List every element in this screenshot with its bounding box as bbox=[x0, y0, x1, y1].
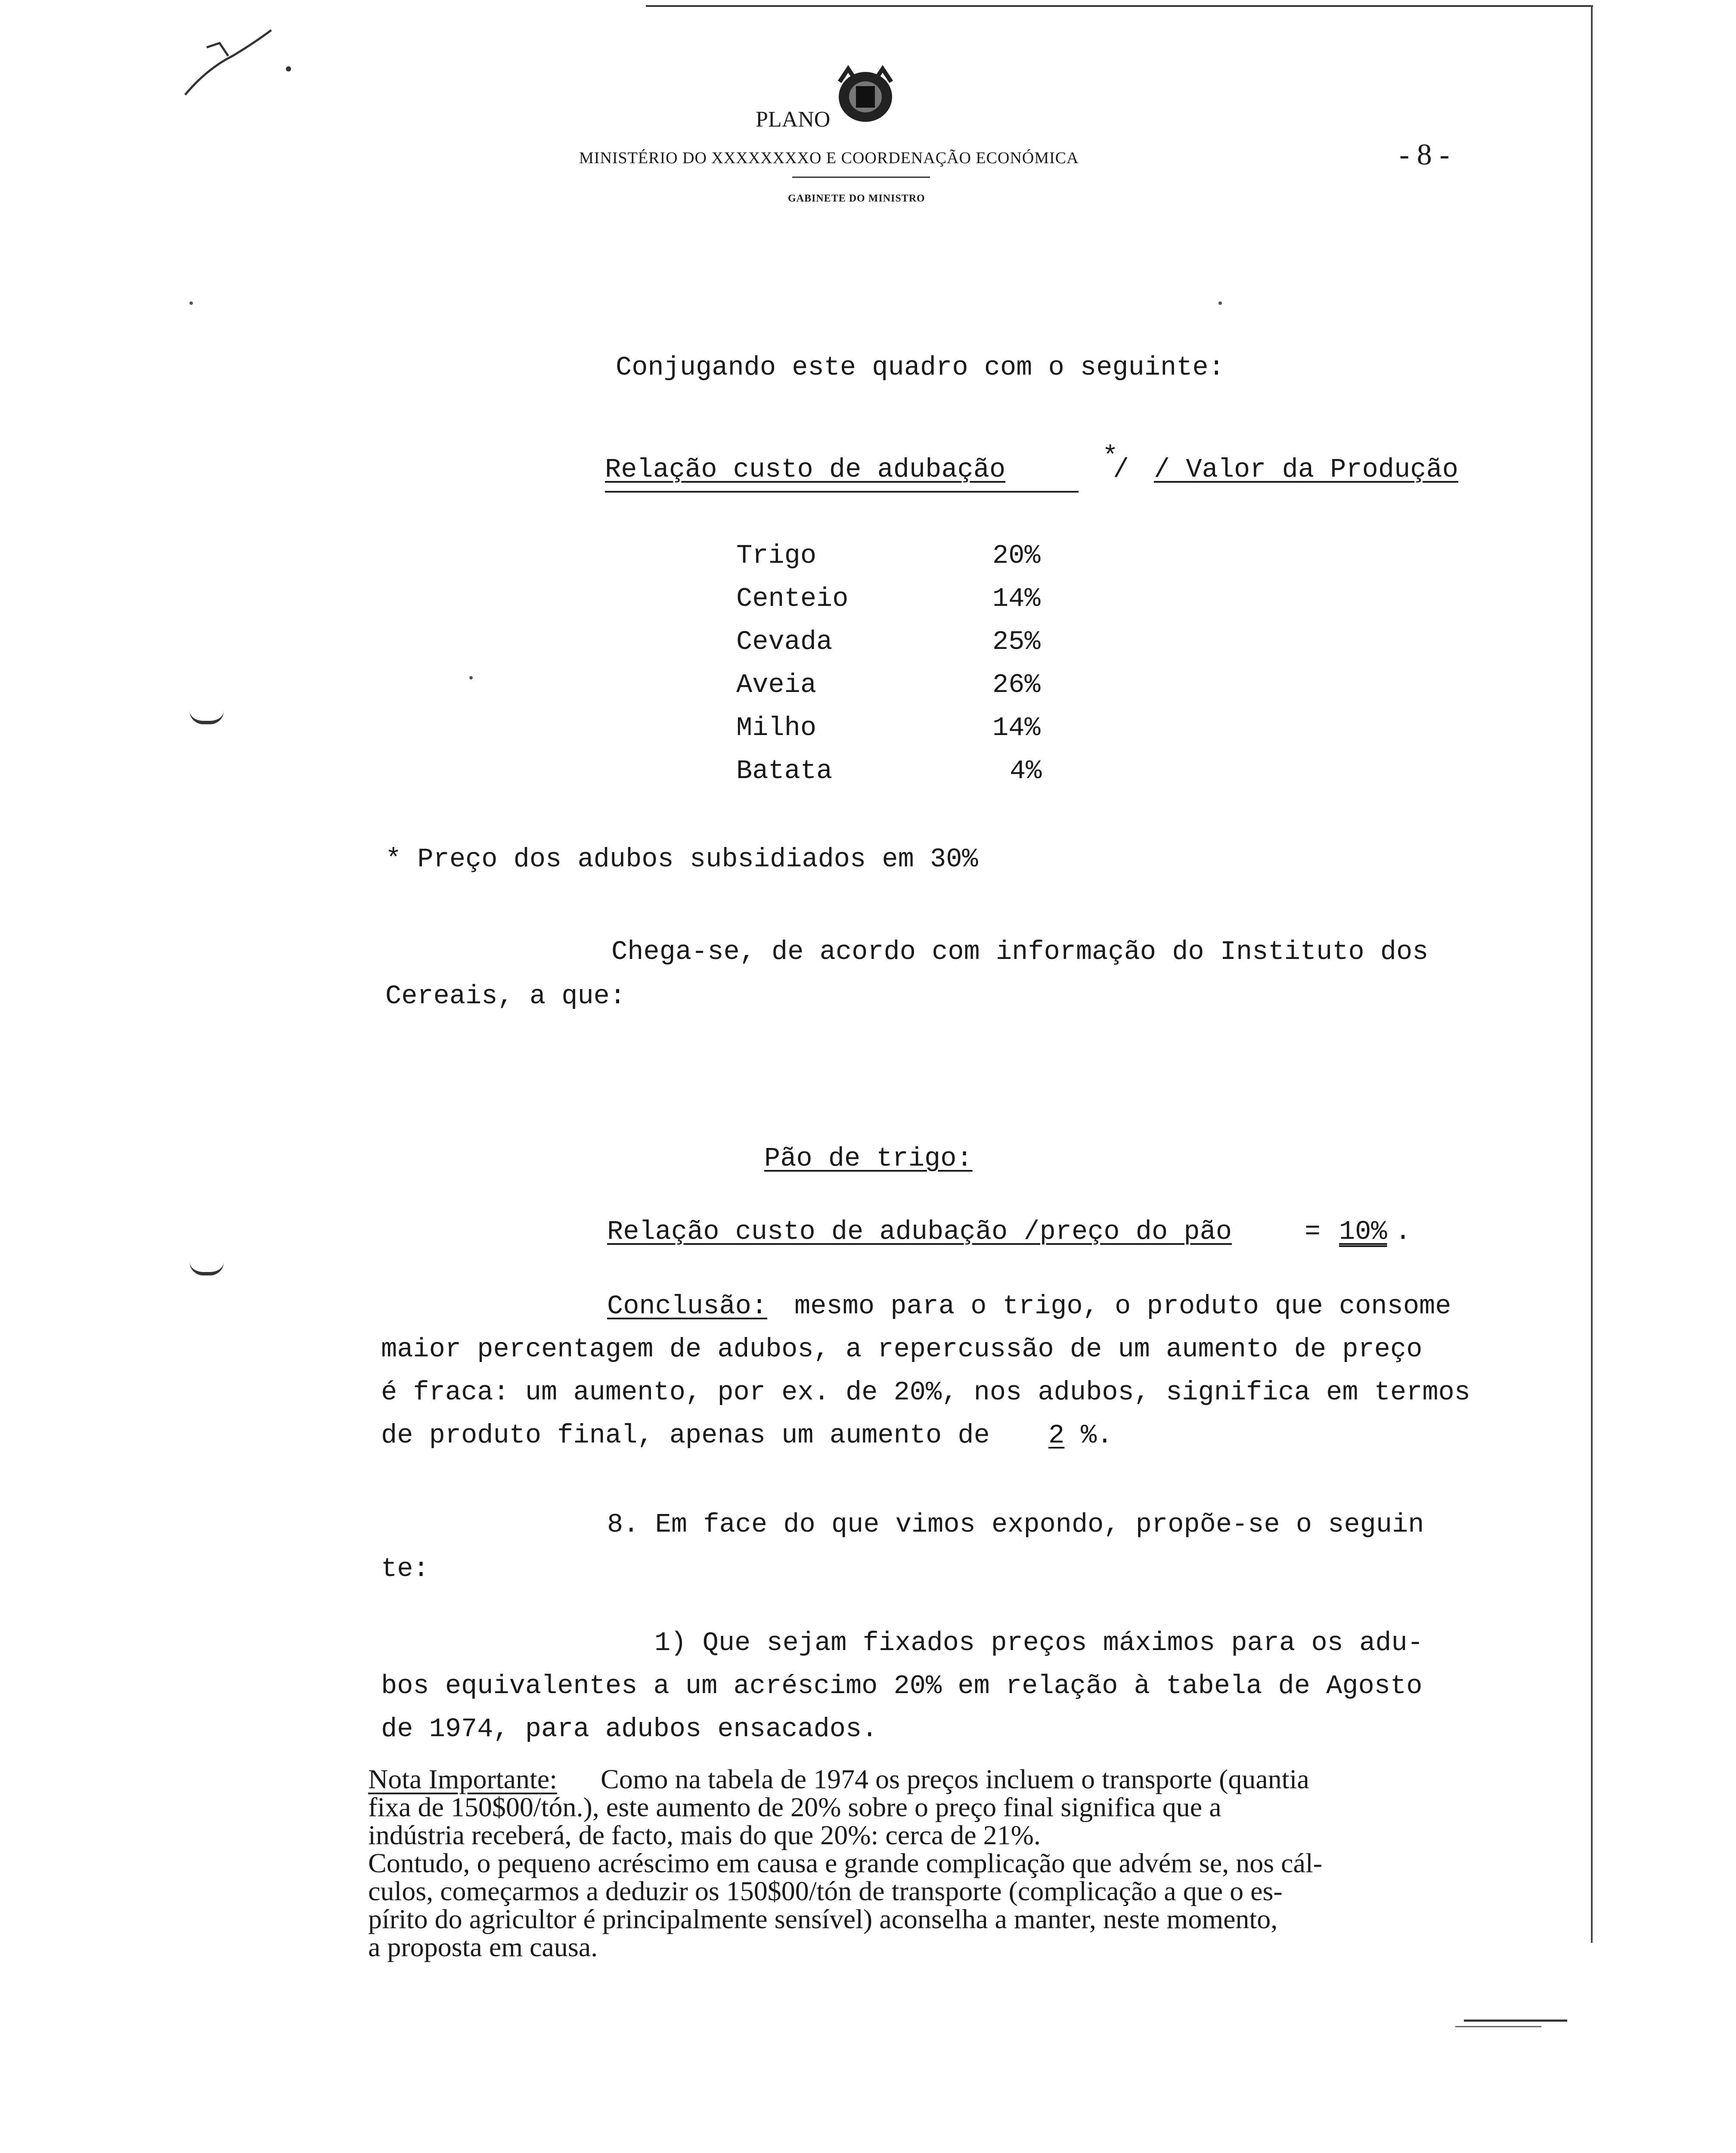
intro-paragraph: Conjugando este quadro com o seguinte: bbox=[616, 352, 1224, 383]
conclusion-line-end: %. bbox=[1081, 1420, 1113, 1451]
header-rule bbox=[792, 177, 930, 178]
table-row-crop: Trigo bbox=[736, 540, 817, 571]
page-border-right bbox=[1591, 5, 1593, 1943]
conclusion-label: Conclusão: bbox=[607, 1291, 768, 1322]
table-row-value: 26% bbox=[992, 670, 1041, 700]
table-row-crop: Batata bbox=[736, 756, 833, 786]
table-header-right-prefix: / bbox=[1113, 454, 1129, 485]
section-8-line: te: bbox=[381, 1554, 429, 1584]
cabinet-label: GABINETE DO MINISTRO bbox=[788, 193, 925, 204]
table-row-value: 4% bbox=[1010, 756, 1042, 786]
conclusion-line: é fraca: um aumento, por ex. de 20%, nos adubos, significa em termos bbox=[381, 1377, 1471, 1408]
pao-relation-eq: = bbox=[1305, 1216, 1321, 1247]
scan-mark bbox=[189, 710, 224, 724]
conclusion-line: maior percentagem de adubos, a repercussão de um aumento de preço bbox=[381, 1334, 1423, 1365]
section-8-line: 8. Em face do que vimos expondo, propõe-se o seguin bbox=[607, 1509, 1424, 1540]
pao-relation-end: . bbox=[1395, 1216, 1411, 1247]
note-line: culos, começarmos a deduzir os 150$00/tón de transporte (complicação a que o es- bbox=[368, 1876, 1283, 1906]
note-line: indústria receberá, de facto, mais do que 20%: cerca de 21%. bbox=[368, 1820, 1041, 1850]
note-label: Nota Importante: bbox=[368, 1764, 557, 1794]
plan-word: PLANO bbox=[756, 107, 831, 132]
pao-heading: Pão de trigo: bbox=[764, 1143, 973, 1174]
table-row-crop: Centeio bbox=[736, 583, 849, 614]
conclusion-value: 2 bbox=[1048, 1420, 1065, 1451]
corner-scribble-icon bbox=[181, 17, 310, 103]
scan-speck bbox=[1218, 301, 1222, 305]
conclusion-line: de produto final, apenas um aumento de bbox=[381, 1420, 990, 1451]
proposal-line: 1) Que sejam fixados preços máximos para os adu- bbox=[654, 1628, 1423, 1658]
table-header-underline bbox=[605, 491, 1079, 493]
scan-speck bbox=[469, 676, 473, 679]
table-header-left: Relação custo de adubação bbox=[605, 454, 1006, 485]
table-row-crop: Cevada bbox=[736, 627, 833, 657]
proposal-line: bos equivalentes a um acréscimo 20% em relação à tabela de Agosto bbox=[381, 1671, 1423, 1701]
trailing-rule bbox=[1464, 2020, 1567, 2022]
table-footnote: * Preço dos adubos subsidiados em 30% bbox=[385, 844, 978, 875]
table-row-crop: Aveia bbox=[736, 670, 817, 700]
ministry-line: MINISTÉRIO DO XXXXXXXXO E COORDENAÇÃO ECONÓMICA bbox=[579, 149, 1079, 167]
table-row-value: 20% bbox=[992, 540, 1041, 571]
page-border-top bbox=[646, 5, 1593, 7]
scan-speck bbox=[189, 301, 193, 305]
proposal-line: de 1974, para adubos ensacados. bbox=[381, 1714, 878, 1744]
trailing-rule bbox=[1455, 2026, 1541, 2027]
para-chega-line2: Cereais, a que: bbox=[385, 981, 626, 1011]
scan-mark bbox=[189, 1262, 224, 1275]
note-line: a proposta em causa. bbox=[368, 1932, 598, 1962]
table-header-right: / Valor da Produção bbox=[1154, 454, 1458, 485]
note-line: Contudo, o pequeno acréscimo em causa e grande complicação que advém se, nos cál- bbox=[368, 1848, 1323, 1878]
table-row-value: 14% bbox=[992, 713, 1041, 743]
note-line: pírito do agricultor é principalmente sensível) aconselha a manter, neste momento, bbox=[368, 1904, 1278, 1934]
page-number: - 8 - bbox=[1399, 138, 1450, 171]
conclusion-line: mesmo para o trigo, o produto que consome bbox=[794, 1291, 1451, 1322]
note-line: fixa de 150$00/tón.), este aumento de 20% sobre o preço final significa que a bbox=[368, 1792, 1221, 1822]
table-row-value: 25% bbox=[992, 627, 1041, 657]
table-row-value: 14% bbox=[992, 583, 1041, 614]
pao-relation-value: 10% bbox=[1339, 1216, 1387, 1247]
coat-of-arms-emblem-icon bbox=[827, 65, 904, 129]
note-line: Como na tabela de 1974 os preços incluem o transporte (quantia bbox=[601, 1764, 1309, 1794]
table-header-star: * bbox=[1102, 441, 1119, 472]
table-row-crop: Milho bbox=[736, 713, 817, 743]
pao-relation-label: Relação custo de adubação /preço do pão bbox=[607, 1216, 1232, 1247]
para-chega-line1: Chega-se, de acordo com informação do Instituto dos bbox=[611, 937, 1429, 967]
